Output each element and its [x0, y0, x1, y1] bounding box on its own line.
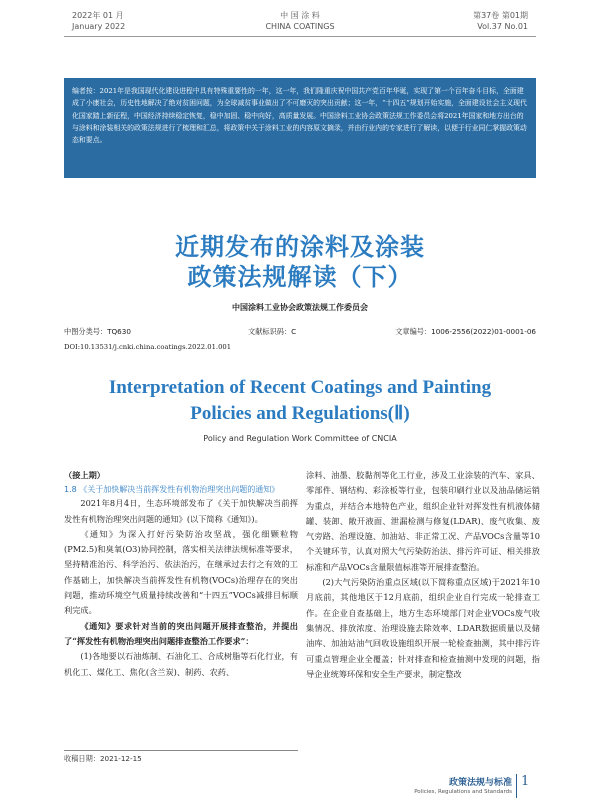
article-title-line1: 近期发布的涂料及涂装: [175, 233, 425, 261]
english-title-line1: Interpretation of Recent Coatings and Painting: [108, 377, 492, 398]
header-journal-en: CHINA COATINGS: [265, 22, 335, 31]
continued-label: （接上期）: [64, 470, 105, 480]
paragraph: 《通知》要求针对当前的突出问题开展排查整治，并提出了“挥发性有机物治理突出问题排查整治工作要求”：: [64, 620, 298, 646]
footer-section-en: Policies, Regulations and Standards: [414, 789, 512, 795]
article-number: 文章编号：1006-2556(2022)01-0001-06: [395, 327, 536, 336]
header-rule: [64, 36, 536, 37]
article-title-line2: 政策法规解读（下）: [187, 263, 413, 291]
header-vol-en: Vol.37 No.01: [477, 22, 528, 31]
editor-note-box: 编者按：2021年是我国现代化建设进程中具有特殊重要性的一年，这一年，我们隆重庆祝中国共产党百年华诞，实现了第一个百年奋斗目标，全面建成了小康社会，历史性地解决了绝对贫困问题，为全球减贫事业做出了不可磨灭的突出贡献；这一年，“十四五”规划开始实施，全面建设社会主义现代化国家踏上新征程，中国经济持续稳定恢复，稳中加固、稳中向好，高质量发展。中国涂料工业协会政策法规工作委员会将2021年国家和地方出台的与涂料和涂装相关的政策法规进行了梳理和汇总，将政策中关于涂料工业的内容原文摘录，并由行业内的专家进行了解读，以便于行业同仁掌握政策动态和要点。: [64, 78, 536, 178]
body-left-column: [64, 468, 298, 680]
footer-section-cn: 政策法规与标准: [448, 778, 512, 788]
header-journal-cn: 中 国 涂 料: [280, 11, 320, 20]
body-right-column: [306, 468, 540, 682]
page-number: 1: [521, 774, 530, 789]
paragraph: 2021年8月4日，生态环境部发布了《关于加快解决当前挥发性有机物治理突出问题的通知》(以下简称《通知》)。: [64, 498, 298, 524]
paragraph: 《通知》为深入打好污染防治攻坚战，强化细颗粒物(PM2.5)和臭氧(O3)协同控制，落实相关法律法规标准等要求，坚持精准治污、科学治污、依法治污，在继承过去行之有效的工作基础上，加快解决当前挥发性有机物(VOCs)治理存在的突出问题，推动环境空气质量持续改善和“十四五”VOCs减排目标顺利完成。: [64, 528, 298, 616]
paragraph: (2)大气污染防治重点区域(以下简称重点区域)于2021年10月底前，其他地区于12月底前，组织企业自行完成一轮排查工作。在企业自查基础上，地方生态环境部门对企业VOCs废气收集情况、排放浓度、治理设施去除效率、LDAR数据质量以及储油库、加油站油气回收设施组织开展一轮检查抽测，其中排污许可重点管理企业全覆盖；针对排查和检查抽测中发现的问题，指导企业统筹环保和安全生产要求，制定整改: [306, 577, 540, 679]
header-date-en: January 2022: [72, 22, 126, 31]
header-volume: [473, 10, 528, 32]
clc-number: 中图分类号：TQ630: [64, 327, 131, 336]
paragraph: 涂料、油墨、胶黏剂等化工行业，涉及工业涂装的汽车、家具、零部件、钢结构、彩涂板等行业，包装印刷行业以及油品储运销为重点，并结合本地特色产业，组织企业针对挥发性有机液体储罐、装卸、敞开液面、泄漏检测与修复(LDAR)、废气收集、废气旁路、治理设施、加油站、非正常工况、产品VOCs含量等10个关键环节，认真对照大气污染防治法、排污许可证、相关排放标准和产品VOCs含量限值标准等开展排查整治。: [306, 470, 540, 572]
received-date: 收稿日期：2021-12-15: [64, 754, 142, 763]
header-vol-cn: 第37卷 第01期: [473, 11, 528, 20]
author-committee: 中国涂料工业协会政策法规工作委员会: [232, 303, 368, 312]
paragraph: (1)各地要以石油炼制、石油化工、合成树脂等石化行业，有机化工、煤化工、焦化(含兰炭)、制药、农药、: [64, 651, 298, 677]
section-heading: 1.8 《关于加快解决当前挥发性有机物治理突出问题的通知》: [64, 485, 280, 495]
footer-divider: [516, 774, 517, 798]
footnote-rule: [64, 750, 298, 751]
header-date-cn: 2022年 01 月: [72, 11, 124, 20]
english-author-committee: Policy and Regulation Work Committee of CNCIA: [203, 434, 397, 443]
english-title-line2: Policies and Regulations(Ⅱ): [190, 403, 410, 424]
document-code: 文献标识码：C: [248, 327, 297, 336]
doi: DOI:10.13531/j.cnki.china.coatings.2022.01.001: [64, 343, 232, 351]
